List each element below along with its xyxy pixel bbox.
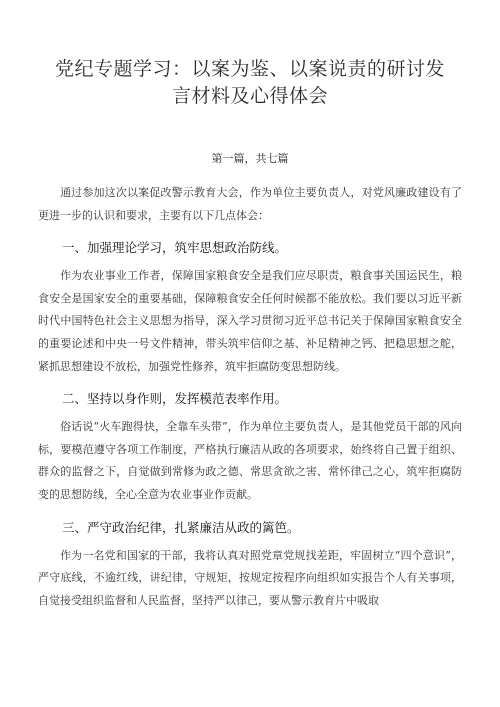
section-heading-2: 二、坚持以身作则，发挥模范表率作用。 xyxy=(62,391,288,407)
section-body-2: 俗话说“火车跑得快，全靠车头带”，作为单位主要负责人，是其他党员干部的风向标，要模范遵守各项工作制度，严格执行廉洁从政的各项要求，始终将自己置于组织、群众的监督之下，自觉做到常修为政之德、常思贪欲之害、常怀律己之心，筑牢拒腐防变的思想防线，全心全意为农业事业作贡献。 xyxy=(38,420,462,501)
intro-paragraph: 通过参加这次以案促改警示教育大会，作为单位主要负责人，对党风廉政建设有了更进一步的认识和要求，主要有以下几点体会： xyxy=(38,186,462,222)
section-heading-1: 一、加强理论学习，筑牢思想政治防线。 xyxy=(62,240,288,256)
section-heading-3: 三、严守政治纪律，扎紧廉洁从政的篱笆。 xyxy=(62,519,300,535)
section-body-1: 作为农业事业工作者，保障国家粮食安全是我们应尽职责，粮食事关国运民生，粮食安全是国家安全的重要基础，保障粮食安全任何时候都不能放松。我们要以习近平新时代中国特色社会主义思想为指导，深入学习贯彻习近平总书记关于保障国家粮食安全的重要论述和中央一号文件精神，带头筑牢信仰之基、补足精神之钙、把稳思想之舵，紧抓思想建设不放松，加强党性修养，筑牢拒腐防变思想防线。 xyxy=(38,269,462,373)
document-subtitle: 第一篇，共七篇 xyxy=(211,152,289,165)
document-title: 党纪专题学习：以案为鉴、以案说责的研讨发言材料及心得体会 xyxy=(54,58,445,107)
section-body-3: 作为一名党和国家的干部，我将认真对照党章党规找差距，牢固树立“四个意识”，严守底线，不逾红线，讲纪律，守规矩，按规定按程序向组织如实报告个人有关事项，自觉接受组织监督和人民监督，坚持严以律己，要从警示教育片中吸取 xyxy=(38,548,462,607)
